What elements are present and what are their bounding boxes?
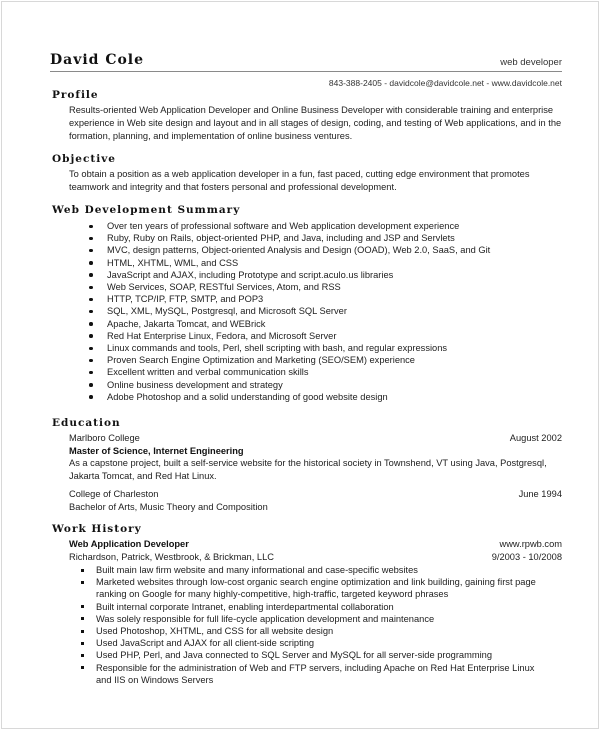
education-entry bbox=[50, 432, 562, 482]
summary-item: Red Hat Enterprise Linux, Fedora, and Microsoft Server bbox=[88, 330, 562, 342]
work-history-section bbox=[50, 523, 562, 686]
summary-item: SQL, XML, MySQL, Postgresql, and Microsoft SQL Server bbox=[88, 305, 562, 317]
summary-item: Over ten years of professional software and Web application development experience bbox=[88, 220, 562, 232]
education-section bbox=[50, 417, 562, 513]
job-duty: Was solely responsible for full life-cycle application development and maintenance bbox=[80, 613, 542, 625]
summary-list bbox=[88, 220, 562, 403]
company-name: Richardson, Patrick, Westbrook, & Brickman, LLC bbox=[69, 551, 274, 562]
job-duty: Marketed websites through low-cost organic search engine optimization and link building, gaining first page ranking on Google for many highly-competitive, high-traffic, targeted keyword phrases bbox=[80, 576, 542, 600]
section-title-work-history: Work History bbox=[52, 523, 142, 535]
degree: Bachelor of Arts, Music Theory and Composition bbox=[69, 501, 268, 512]
graduation-date: June 1994 bbox=[518, 489, 562, 499]
degree: Master of Science, Internet Engineering bbox=[69, 445, 244, 456]
summary-item: Excellent written and verbal communication skills bbox=[88, 366, 562, 378]
job-duty: Built internal corporate Intranet, enabling interdepartmental collaboration bbox=[80, 601, 542, 613]
summary-item: Ruby, Ruby on Rails, object-oriented PHP, and Java, including and JSP and Servlets bbox=[88, 232, 562, 244]
summary-item: JavaScript and AJAX, including Prototype and script.aculo.us libraries bbox=[88, 269, 562, 281]
job-duty: Built main law firm website and many informational and case-specific websites bbox=[80, 564, 542, 576]
candidate-role: web developer bbox=[500, 57, 562, 68]
resume-header bbox=[50, 52, 562, 72]
section-title-profile: Profile bbox=[52, 89, 99, 101]
job-duty: Used Photoshop, XHTML, and CSS for all website design bbox=[80, 625, 542, 637]
job-duty: Used PHP, Perl, and Java connected to SQL Server and MySQL for all server-side programming bbox=[80, 649, 542, 661]
profile-section bbox=[50, 89, 562, 143]
school-name: Marlboro College bbox=[69, 433, 140, 443]
school-name: College of Charleston bbox=[69, 489, 159, 499]
section-title-objective: Objective bbox=[52, 153, 116, 165]
resume-content bbox=[50, 52, 562, 685]
contact-line: 843-388-2405 - davidcole@davidcole.net - www.davidcole.net bbox=[328, 78, 562, 88]
summary-item: Apache, Jakarta Tomcat, and WEBrick bbox=[88, 318, 562, 330]
candidate-name: David Cole bbox=[50, 52, 145, 68]
section-title-summary: Web Development Summary bbox=[52, 204, 241, 216]
education-entry bbox=[50, 488, 562, 513]
summary-item: HTTP, TCP/IP, FTP, SMTP, and POP3 bbox=[88, 293, 562, 305]
job-position: Web Application Developer bbox=[69, 539, 189, 549]
company-website: www.rpwb.com bbox=[499, 539, 562, 549]
objective-text: To obtain a position as a web application developer in a fun, fast paced, cutting edge environment that promotes teamwork and integrity and that fosters personal and professional development. bbox=[69, 169, 530, 192]
job-duty: Responsible for the administration of Web and FTP servers, including Apache on Red Hat Enterprise Linux and IIS on Windows Servers bbox=[80, 662, 542, 686]
summary-section bbox=[50, 204, 562, 403]
summary-item: Adobe Photoshop and a solid understanding of good website design bbox=[88, 391, 562, 403]
profile-text: Results-oriented Web Application Developer and Online Business Developer with considerable training and enterprise experience in Web site design and layout and in all stages of design, coding, and testing of Web applications, and in the formation, planning, and implementation of online business ventures. bbox=[69, 105, 562, 141]
summary-item: Online business development and strategy bbox=[88, 379, 562, 391]
summary-item: HTML, XHTML, WML, and CSS bbox=[88, 257, 562, 269]
summary-item: MVC, design patterns, Object-oriented Analysis and Design (OOAD), Web 2.0, SaaS, and Git bbox=[88, 244, 562, 256]
summary-item: Linux commands and tools, Perl, shell scripting with bash, and regular expressions bbox=[88, 342, 562, 354]
education-description: As a capstone project, built a self-service website for the historical society in Townshend, VT using Java, Postgresql, Jakarta Tomcat, and Red Hat Linux. bbox=[69, 458, 547, 481]
summary-item: Web Services, SOAP, RESTful Services, Atom, and RSS bbox=[88, 281, 562, 293]
job-entry bbox=[50, 538, 562, 686]
graduation-date: August 2002 bbox=[509, 433, 562, 443]
job-duties-list bbox=[80, 564, 542, 686]
job-dates: 9/2003 - 10/2008 bbox=[491, 551, 562, 562]
section-title-education: Education bbox=[52, 417, 121, 429]
objective-section bbox=[50, 153, 562, 194]
job-duty: Used JavaScript and AJAX for all client-side scripting bbox=[80, 637, 542, 649]
summary-item: Proven Search Engine Optimization and Marketing (SEO/SEM) experience bbox=[88, 354, 562, 366]
resume-page bbox=[1, 1, 599, 729]
